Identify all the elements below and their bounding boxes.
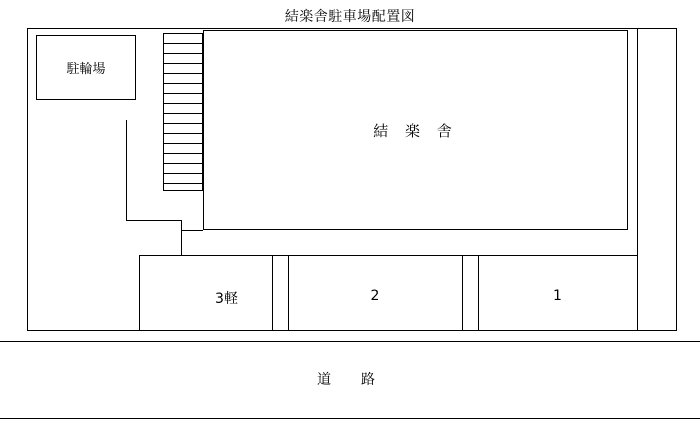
walkway-vertical-lower	[139, 255, 140, 330]
walkway-vertical-step	[181, 220, 182, 230]
stairs-step	[164, 173, 202, 174]
road-bottom-edge	[0, 418, 700, 419]
site-boundary-bottom	[27, 330, 677, 331]
walkway-horizontal-to-building	[181, 230, 203, 231]
stairs-step	[164, 153, 202, 154]
stairs-step	[164, 113, 202, 114]
stairs-step	[164, 83, 202, 84]
stairs-step	[164, 103, 202, 104]
stairs-step	[164, 63, 202, 64]
walkway-vertical-upper	[126, 120, 127, 220]
page-title: 結楽舎駐車場配置図	[284, 9, 416, 25]
walkway-connector-vertical	[181, 230, 182, 255]
site-boundary-right-inner	[637, 28, 638, 330]
road-top-edge	[0, 341, 700, 342]
stall-divider-2-1-a	[462, 255, 463, 330]
stairs-step	[164, 133, 202, 134]
walkway-horizontal-lower	[139, 255, 181, 256]
stairs-outline	[163, 33, 203, 191]
stairs-step	[164, 43, 202, 44]
bicycle-parking-label: 駐輪場	[66, 62, 106, 77]
stairs-step	[164, 53, 202, 54]
road-label: 道 路	[317, 372, 383, 388]
stall-label-3: 3軽	[215, 291, 238, 307]
stairs-step	[164, 73, 202, 74]
stall-label-2: 2	[370, 288, 380, 304]
site-boundary-top	[27, 28, 677, 29]
walkway-horizontal-jog	[126, 220, 181, 221]
stairs-step	[164, 93, 202, 94]
site-boundary-right	[676, 28, 677, 330]
stall-label-1: 1	[553, 288, 562, 304]
site-boundary-left	[27, 28, 28, 330]
stairs-step	[164, 123, 202, 124]
stall-divider-3-2-a	[272, 255, 273, 330]
stall-row-top-edge	[181, 255, 637, 256]
building-label: 結 楽 舎	[373, 122, 458, 140]
stairs-step	[164, 163, 202, 164]
stairs-step	[164, 143, 202, 144]
stairs-step	[164, 183, 202, 184]
